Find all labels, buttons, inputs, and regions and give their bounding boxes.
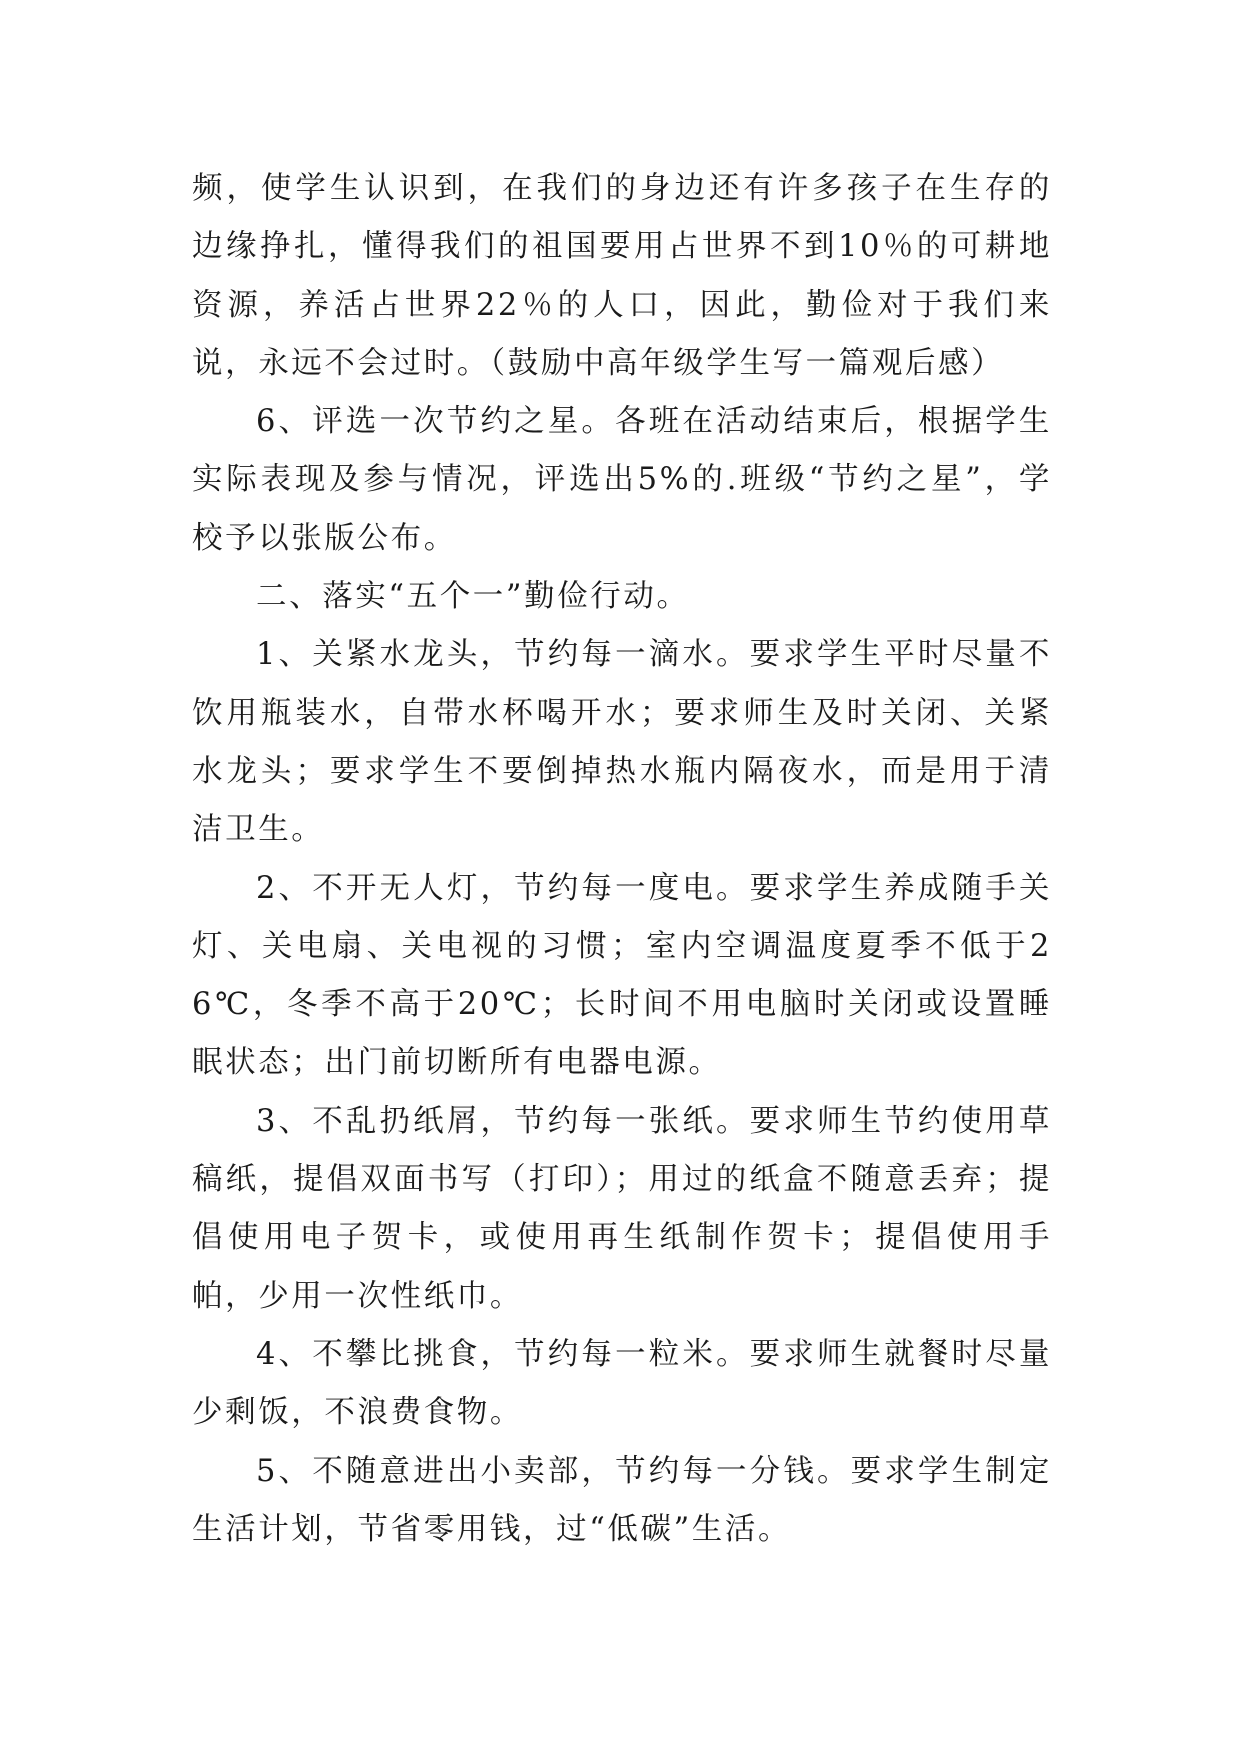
paragraph-item-4-food: 4、不攀比挑食，节约每一粒米。要求师生就餐时尽量少剩饭，不浪费食物。 (192, 1336, 1052, 1431)
paragraph-continuation: 频，使学生认识到，在我们的身边还有许多孩子在生存的边缘挣扎，懂得我们的祖国要用占世界不到10％的可耕地资源，养活占世界22％的人口，因此，勤俭对于我们来说，永远不会过时。（鼓励中高年级学生写一篇观后感） (192, 171, 1052, 381)
paragraph-item-6-star: 6、评选一次节约之星。各班在活动结束后，根据学生实际表现及参与情况，评选出5%的.班级“节约之星”，学校予以张版公布。 (192, 404, 1052, 556)
paragraph-item-5-money: 5、不随意进出小卖部，节约每一分钱。要求学生制定生活计划，节省零用钱，过“低碳”生活。 (192, 1453, 1052, 1547)
paragraph-item-2-electricity: 2、不开无人灯，节约每一度电。要求学生养成随手关灯、关电扇、关电视的习惯；室内空调温度夏季不低于26℃，冬季不高于20℃；长时间不用电脑时关闭或设置睡眠状态；出门前切断所有电器电源。 (192, 870, 1052, 1081)
document-body (192, 160, 1052, 1559)
paragraph-item-1-water: 1、关紧水龙头，节约每一滴水。要求学生平时尽量不饮用瓶装水，自带水杯喝开水；要求师生及时关闭、关紧水龙头；要求学生不要倒掉热水瓶内隔夜水，而是用于清洁卫生。 (192, 637, 1052, 848)
paragraph-item-3-paper: 3、不乱扔纸屑，节约每一张纸。要求师生节约使用草稿纸，提倡双面书写（打印）；用过的纸盒不随意丢弃；提倡使用电子贺卡，或使用再生纸制作贺卡；提倡使用手帕，少用一次性纸巾。 (192, 1103, 1052, 1314)
section-heading-two: 二、落实“五个一”勤俭行动。 (256, 579, 690, 615)
